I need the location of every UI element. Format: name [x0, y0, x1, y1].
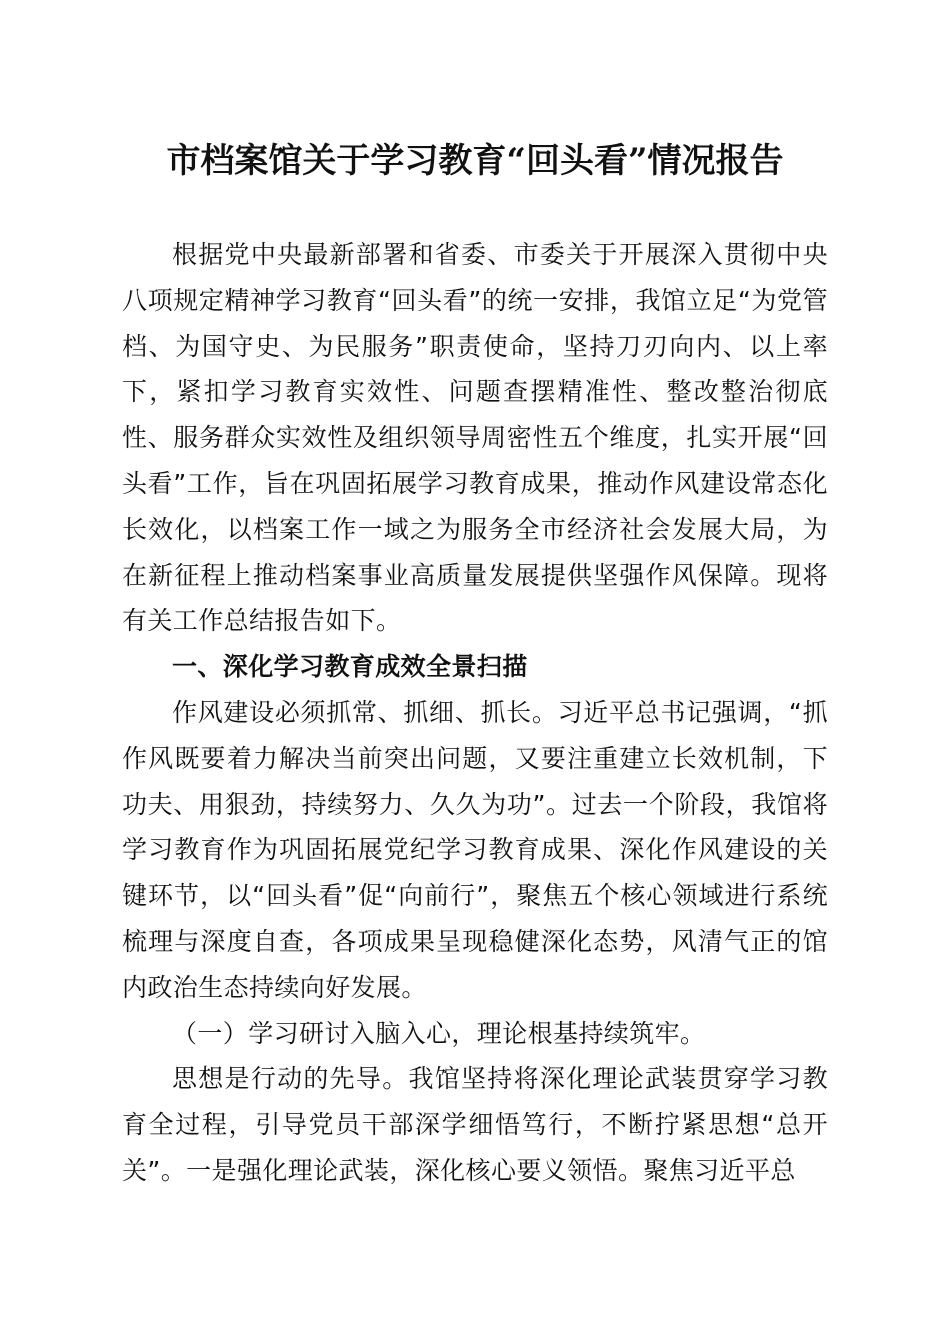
subsection-1-heading: （一）学习研讨入脑入心，理论根基持续筑牢。: [172, 1018, 706, 1048]
section-1-paragraph: 作风建设必须抓常、抓细、抓长。习近平总书记强调，“抓作风既要着力解决当前突出问题，又要注重建立长效机制，下功夫、用狠劲，持续努力、久久为功”。过去一个阶段，我馆将学习教育作为巩固拓展党纪学习教育成果、深化作风建设的关键环节，以“回头看”促“向前行”，聚焦五个核心领域进行系统梳理与深度自查，各项成果呈现稳健深化态势，风清气正的馆内政治生态持续向好发展。: [122, 697, 828, 1002]
subsection-1-paragraph: 思想是行动的先导。我馆坚持将深化理论武装贯穿学习教育全过程，引导党员干部深学细悟笃行，不断拧紧思想“总开关”。一是强化理论武装，深化核心要义领悟。聚焦习近平总: [122, 1064, 828, 1185]
section-1-heading: 一、深化学习教育成效全景扫描: [172, 652, 528, 682]
document-title: 市档案馆关于学习教育“回头看”情况报告: [166, 141, 784, 181]
intro-paragraph: 根据党中央最新部署和省委、市委关于开展深入贯彻中央八项规定精神学习教育“回头看”的统一安排，我馆立足“为党管档、为国守史、为民服务”职责使命，坚持刀刃向内、以上率下，紧扣学习教育实效性、问题查摆精准性、整改整治彻底性、服务群众实效性及组织领导周密性五个维度，扎实开展“回头看”工作，旨在巩固拓展学习教育成果，推动作风建设常态化长效化，以档案工作一域之为服务全市经济社会发展大局，为在新征程上推动档案事业高质量发展提供坚强作风保障。现将有关工作总结报告如下。: [122, 240, 828, 636]
document-body: [122, 232, 828, 1194]
